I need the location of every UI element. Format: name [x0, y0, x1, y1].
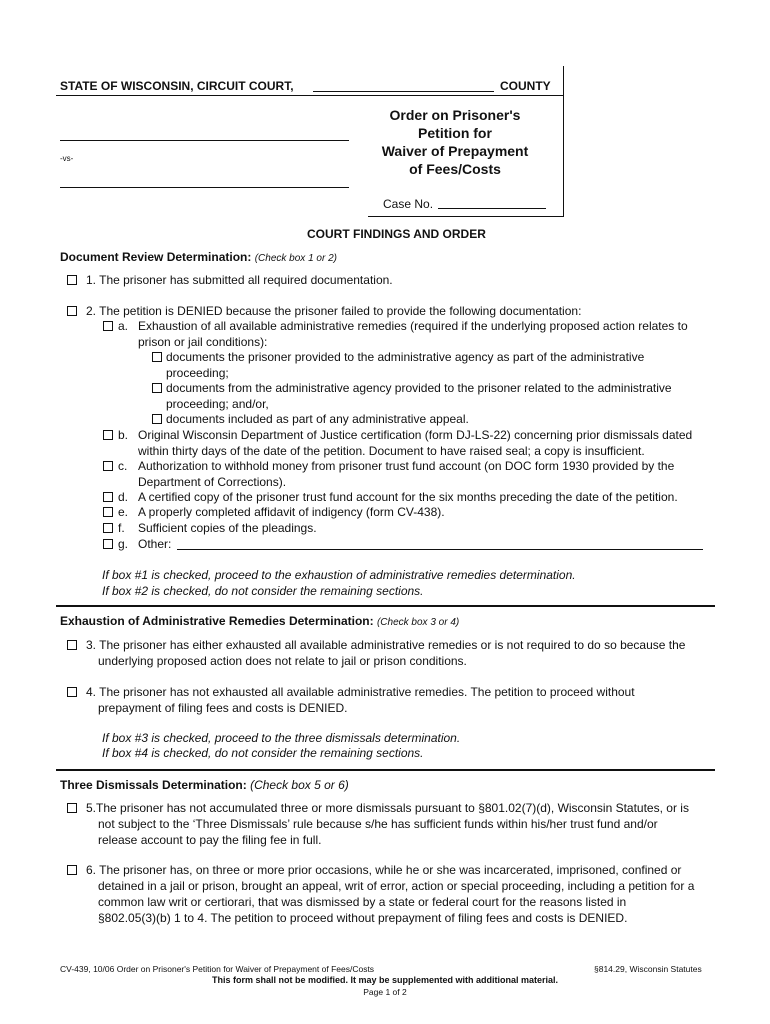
item-2a-sub-1-line-1: documents the prisoner provided to the administrative agency as part of the administrative: [166, 350, 645, 364]
item-2e-text: A properly completed affidavit of indigency (form CV-438).: [138, 505, 445, 519]
item-2c-letter: c.: [118, 459, 128, 473]
item-6-text-line-1: 6. The prisoner has, on three or more prior occasions, while he or she was incarcerated, imprisoned, confined or: [86, 863, 682, 877]
county-name-blank[interactable]: [313, 91, 494, 92]
other-documentation-blank[interactable]: [177, 549, 703, 550]
form-title-line-1: Order on Prisoner's: [389, 107, 521, 123]
item-2f-text: Sufficient copies of the pleadings.: [138, 521, 317, 535]
item-2f-letter: f.: [118, 521, 125, 535]
item-1-text: 1. The prisoner has submitted all required documentation.: [86, 273, 393, 287]
three-dismissals-heading: Three Dismissals Determination: (Check box 5 or 6): [60, 778, 349, 792]
item-5-text-line-1: 5.The prisoner has not accumulated three or more dismissals pursuant to §801.02(7)(d), Wisconsin Statutes, or is: [86, 801, 689, 815]
item-2c-text-line-2: Department of Corrections).: [138, 475, 287, 489]
item-2a-sub-2-line-2: proceeding; and/or,: [166, 397, 269, 411]
item-2g-letter: g.: [118, 537, 129, 551]
form-title-line-3: Waiver of Prepayment: [381, 143, 529, 159]
document-review-note-2: If box #2 is checked, do not consider the remaining sections.: [102, 584, 424, 598]
item-5-text-line-3: release account to pay the filing fee in full.: [98, 833, 322, 847]
document-review-heading: Document Review Determination: (Check box 1 or 2): [60, 250, 337, 264]
section-divider-1: [56, 605, 715, 607]
footer-statute: §814.29, Wisconsin Statutes: [594, 964, 702, 974]
section-divider-2: [56, 769, 715, 771]
footer-page-number: Page 1 of 2: [363, 987, 407, 997]
item-2b-letter: b.: [118, 428, 129, 442]
checkbox-3[interactable]: [67, 640, 77, 650]
footer-notice: This form shall not be modified. It may be supplemented with additional material.: [211, 975, 559, 985]
item-2c-text-line-1: Authorization to withhold money from prisoner trust fund account (on DOC form 1930 provided by the: [138, 459, 675, 473]
header-bottom-rule: [368, 216, 564, 217]
checkbox-2a-sub-2[interactable]: [152, 383, 162, 393]
checkbox-2a-sub-1[interactable]: [152, 352, 162, 362]
item-2e-letter: e.: [118, 505, 129, 519]
checkbox-2[interactable]: [67, 306, 77, 316]
exhaustion-heading: Exhaustion of Administrative Remedies Determination: (Check box 3 or 4): [60, 614, 460, 628]
document-review-note-1: If box #1 is checked, proceed to the exhaustion of administrative remedies determination.: [102, 568, 576, 582]
item-6-text-line-3: common law writ or certiorari, that was dismissed by a state or federal court for the reasons listed in: [98, 895, 627, 909]
item-2a-text-line-1: Exhaustion of all available administrative remedies (required if the underlying proposed action relates to: [138, 319, 688, 333]
defendant-name-blank[interactable]: [60, 187, 349, 188]
form-title-line-4: of Fees/Costs: [409, 161, 501, 177]
item-6-text-line-2: detained in a jail or prison, brought an appeal, writ of error, action or special proceeding, including a petition for a: [98, 879, 695, 893]
checkbox-1[interactable]: [67, 275, 77, 285]
item-2-text: 2. The petition is DENIED because the prisoner failed to provide the following documentation:: [86, 304, 582, 318]
footer-form-id: CV-439, 10/06 Order on Prisoner's Petition for Waiver of Prepayment of Fees/Costs: [60, 964, 375, 974]
item-3-text-line-1: 3. The prisoner has either exhausted all available administrative remedies or is not required to do so because the: [86, 638, 686, 652]
versus-label: -vs-: [60, 154, 74, 163]
checkbox-2f[interactable]: [103, 523, 113, 533]
plaintiff-name-blank[interactable]: [60, 140, 349, 141]
checkbox-2d[interactable]: [103, 492, 113, 502]
item-2a-letter: a.: [118, 319, 129, 333]
checkbox-4[interactable]: [67, 687, 77, 697]
item-4-text-line-1: 4. The prisoner has not exhausted all available administrative remedies. The petition to proceed without: [86, 685, 635, 699]
checkbox-2a-sub-3[interactable]: [152, 414, 162, 424]
checkbox-2c[interactable]: [103, 461, 113, 471]
item-2a-sub-1-line-2: proceeding;: [166, 366, 229, 380]
item-4-text-line-2: prepayment of filing fees and costs is DENIED.: [98, 701, 348, 715]
case-number-label: Case No.: [383, 197, 434, 211]
item-2g-text: Other:: [138, 537, 172, 551]
checkbox-2e[interactable]: [103, 507, 113, 517]
section-title: COURT FINDINGS AND ORDER: [307, 227, 486, 241]
checkbox-6[interactable]: [67, 865, 77, 875]
item-3-text-line-2: underlying proposed action does not relate to jail or prison conditions.: [98, 654, 467, 668]
form-title-line-2: Petition for: [418, 125, 492, 141]
header-rule: [56, 95, 564, 96]
item-2b-text-line-2: within thirty days of the date of the petition. Document to have raised seal; a copy is insufficient.: [138, 444, 645, 458]
item-2a-sub-2-line-1: documents from the administrative agency provided to the prisoner related to the administrative: [166, 381, 672, 395]
state-court-label: STATE OF WISCONSIN, CIRCUIT COURT,: [60, 79, 294, 93]
checkbox-2b[interactable]: [103, 430, 113, 440]
item-6-text-line-4: §802.05(3)(b) 1 to 4. The petition to proceed without prepayment of filing fees and costs is DENIED.: [98, 911, 628, 925]
checkbox-2a[interactable]: [103, 321, 113, 331]
county-label: COUNTY: [500, 79, 551, 93]
item-2d-letter: d.: [118, 490, 129, 504]
case-number-blank[interactable]: [438, 208, 546, 209]
exhaustion-note-1: If box #3 is checked, proceed to the three dismissals determination.: [102, 731, 461, 745]
header-divider: [563, 66, 564, 216]
exhaustion-note-2: If box #4 is checked, do not consider the remaining sections.: [102, 746, 424, 760]
item-5-text-line-2: not subject to the ‘Three Dismissals’ rule because s/he has sufficient funds within his/her trust fund and/or: [98, 817, 658, 831]
item-2b-text-line-1: Original Wisconsin Department of Justice certification (form DJ-LS-22) concerning prior dismissals dated: [138, 428, 693, 442]
checkbox-2g[interactable]: [103, 539, 113, 549]
item-2a-text-line-2: prison or jail conditions):: [138, 335, 268, 349]
item-2a-sub-3-text: documents included as part of any administrative appeal.: [166, 412, 469, 426]
item-2d-text: A certified copy of the prisoner trust fund account for the six months preceding the date of the petition.: [138, 490, 678, 504]
checkbox-5[interactable]: [67, 803, 77, 813]
